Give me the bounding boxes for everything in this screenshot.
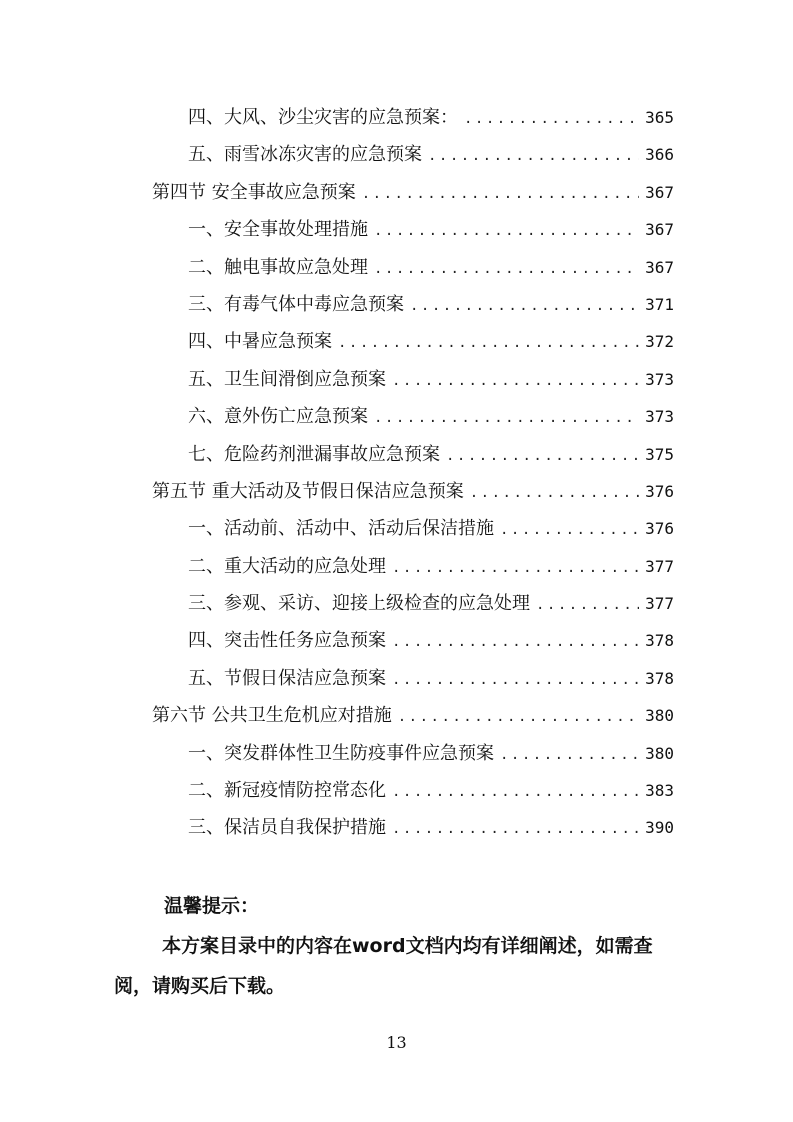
toc-entry[interactable] (152, 776, 674, 813)
toc-entry-title: 七、危险药剂泄漏事故应急预案 (188, 443, 440, 465)
toc-leader-dots (392, 784, 639, 800)
toc-entry[interactable] (152, 140, 674, 177)
toc-leader-dots (374, 223, 639, 239)
toc-leader-dots (392, 373, 639, 389)
toc-entry[interactable] (152, 103, 674, 140)
toc-entry-title: 四、大风、沙尘灾害的应急预案： (188, 107, 458, 128)
toc-leader-dots (500, 522, 639, 538)
toc-entry-page: 377 (645, 594, 674, 614)
toc-entry-title: 四、中暑应急预案 (188, 331, 332, 353)
toc-entry-page: 376 (645, 519, 674, 539)
toc-section-entry[interactable] (152, 178, 674, 215)
toc-entry-page: 373 (645, 407, 674, 427)
toc-entry-page: 373 (645, 369, 674, 389)
toc-entry-title: 二、新冠疫情防控常态化 (188, 780, 386, 802)
toc-leader-dots (464, 111, 639, 127)
toc-entry-title: 一、突发群体性卫生防疫事件应急预案 (188, 742, 494, 764)
toc-leader-dots (428, 148, 639, 164)
toc-entry-title: 第五节 重大活动及节假日保洁应急预案 (152, 480, 464, 502)
toc-entry[interactable] (152, 215, 674, 252)
toc-leader-dots (362, 186, 639, 202)
page-number: 13 (386, 1033, 407, 1052)
toc-leader-dots (536, 597, 639, 613)
toc-entry-title: 一、活动前、活动中、活动后保洁措施 (188, 518, 494, 540)
toc-entry-page: 372 (645, 332, 674, 352)
toc-entry-title: 五、节假日保洁应急预案 (188, 667, 386, 689)
toc-entry-title: 四、突击性任务应急预案 (188, 630, 386, 652)
toc-entry[interactable] (152, 739, 674, 776)
toc-entry-page: 366 (645, 145, 674, 165)
toc-entry-page: 367 (645, 257, 674, 277)
toc-entry[interactable] (152, 402, 674, 439)
toc-entry-page: 377 (645, 556, 674, 576)
toc-entry-title: 五、卫生间滑倒应急预案 (188, 368, 386, 390)
tip-heading: 温馨提示： (164, 895, 260, 917)
toc-entry[interactable] (152, 626, 674, 663)
toc-entry-page: 371 (645, 294, 674, 314)
toc-entry-page: 390 (645, 818, 674, 838)
toc-entry-page: 378 (645, 631, 674, 651)
toc-leader-dots (392, 634, 639, 650)
toc-leader-dots (392, 821, 639, 837)
toc-entry-page: 380 (645, 743, 674, 763)
toc-leader-dots (338, 335, 639, 351)
toc-leader-dots (374, 261, 639, 277)
toc-entry-title: 二、触电事故应急处理 (188, 256, 368, 278)
toc-entry[interactable] (152, 589, 674, 626)
tip-body: 本方案目录中的内容在word文档内均有详细阐述，如需查阅，请购买后下载。 (114, 935, 653, 997)
toc-leader-dots (500, 747, 639, 763)
toc-entry-title: 第六节 公共卫生危机应对措施 (152, 705, 392, 727)
toc-leader-dots (470, 485, 639, 501)
toc-entry-title: 三、有毒气体中毒应急预案 (188, 293, 404, 315)
toc-entry-title: 六、意外伤亡应急预案 (188, 406, 368, 428)
toc-leader-dots (398, 709, 639, 725)
toc-entry[interactable] (152, 440, 674, 477)
toc-leader-dots (392, 560, 639, 576)
toc-entry-page: 380 (645, 706, 674, 726)
table-of-contents (152, 103, 674, 851)
toc-entry[interactable] (152, 664, 674, 701)
toc-entry-page: 367 (645, 182, 674, 202)
toc-entry[interactable] (152, 365, 674, 402)
toc-leader-dots (410, 298, 639, 314)
toc-entry-page: 367 (645, 220, 674, 240)
toc-entry-title: 第四节 安全事故应急预案 (152, 181, 356, 203)
toc-entry-title: 二、重大活动的应急处理 (188, 555, 386, 577)
toc-entry-page: 383 (645, 781, 674, 801)
toc-entry-page: 376 (645, 481, 674, 501)
toc-entry-title: 五、雨雪冰冻灾害的应急预案 (188, 144, 422, 166)
toc-entry-title: 一、安全事故处理措施 (188, 219, 368, 241)
toc-entry[interactable] (152, 813, 674, 850)
toc-entry-page: 378 (645, 668, 674, 688)
toc-entry[interactable] (152, 514, 674, 551)
toc-section-entry[interactable] (152, 701, 674, 738)
toc-leader-dots (446, 448, 639, 464)
toc-entry-page: 375 (645, 444, 674, 464)
toc-entry[interactable] (152, 552, 674, 589)
toc-entry[interactable] (152, 253, 674, 290)
toc-entry-title: 三、保洁员自我保护措施 (188, 817, 386, 839)
toc-entry-page: 365 (645, 108, 674, 127)
toc-entry[interactable] (152, 290, 674, 327)
toc-section-entry[interactable] (152, 477, 674, 514)
toc-entry-title: 三、参观、采访、迎接上级检查的应急处理 (188, 593, 530, 615)
toc-leader-dots (392, 672, 639, 688)
toc-entry[interactable] (152, 327, 674, 364)
toc-leader-dots (374, 410, 639, 426)
